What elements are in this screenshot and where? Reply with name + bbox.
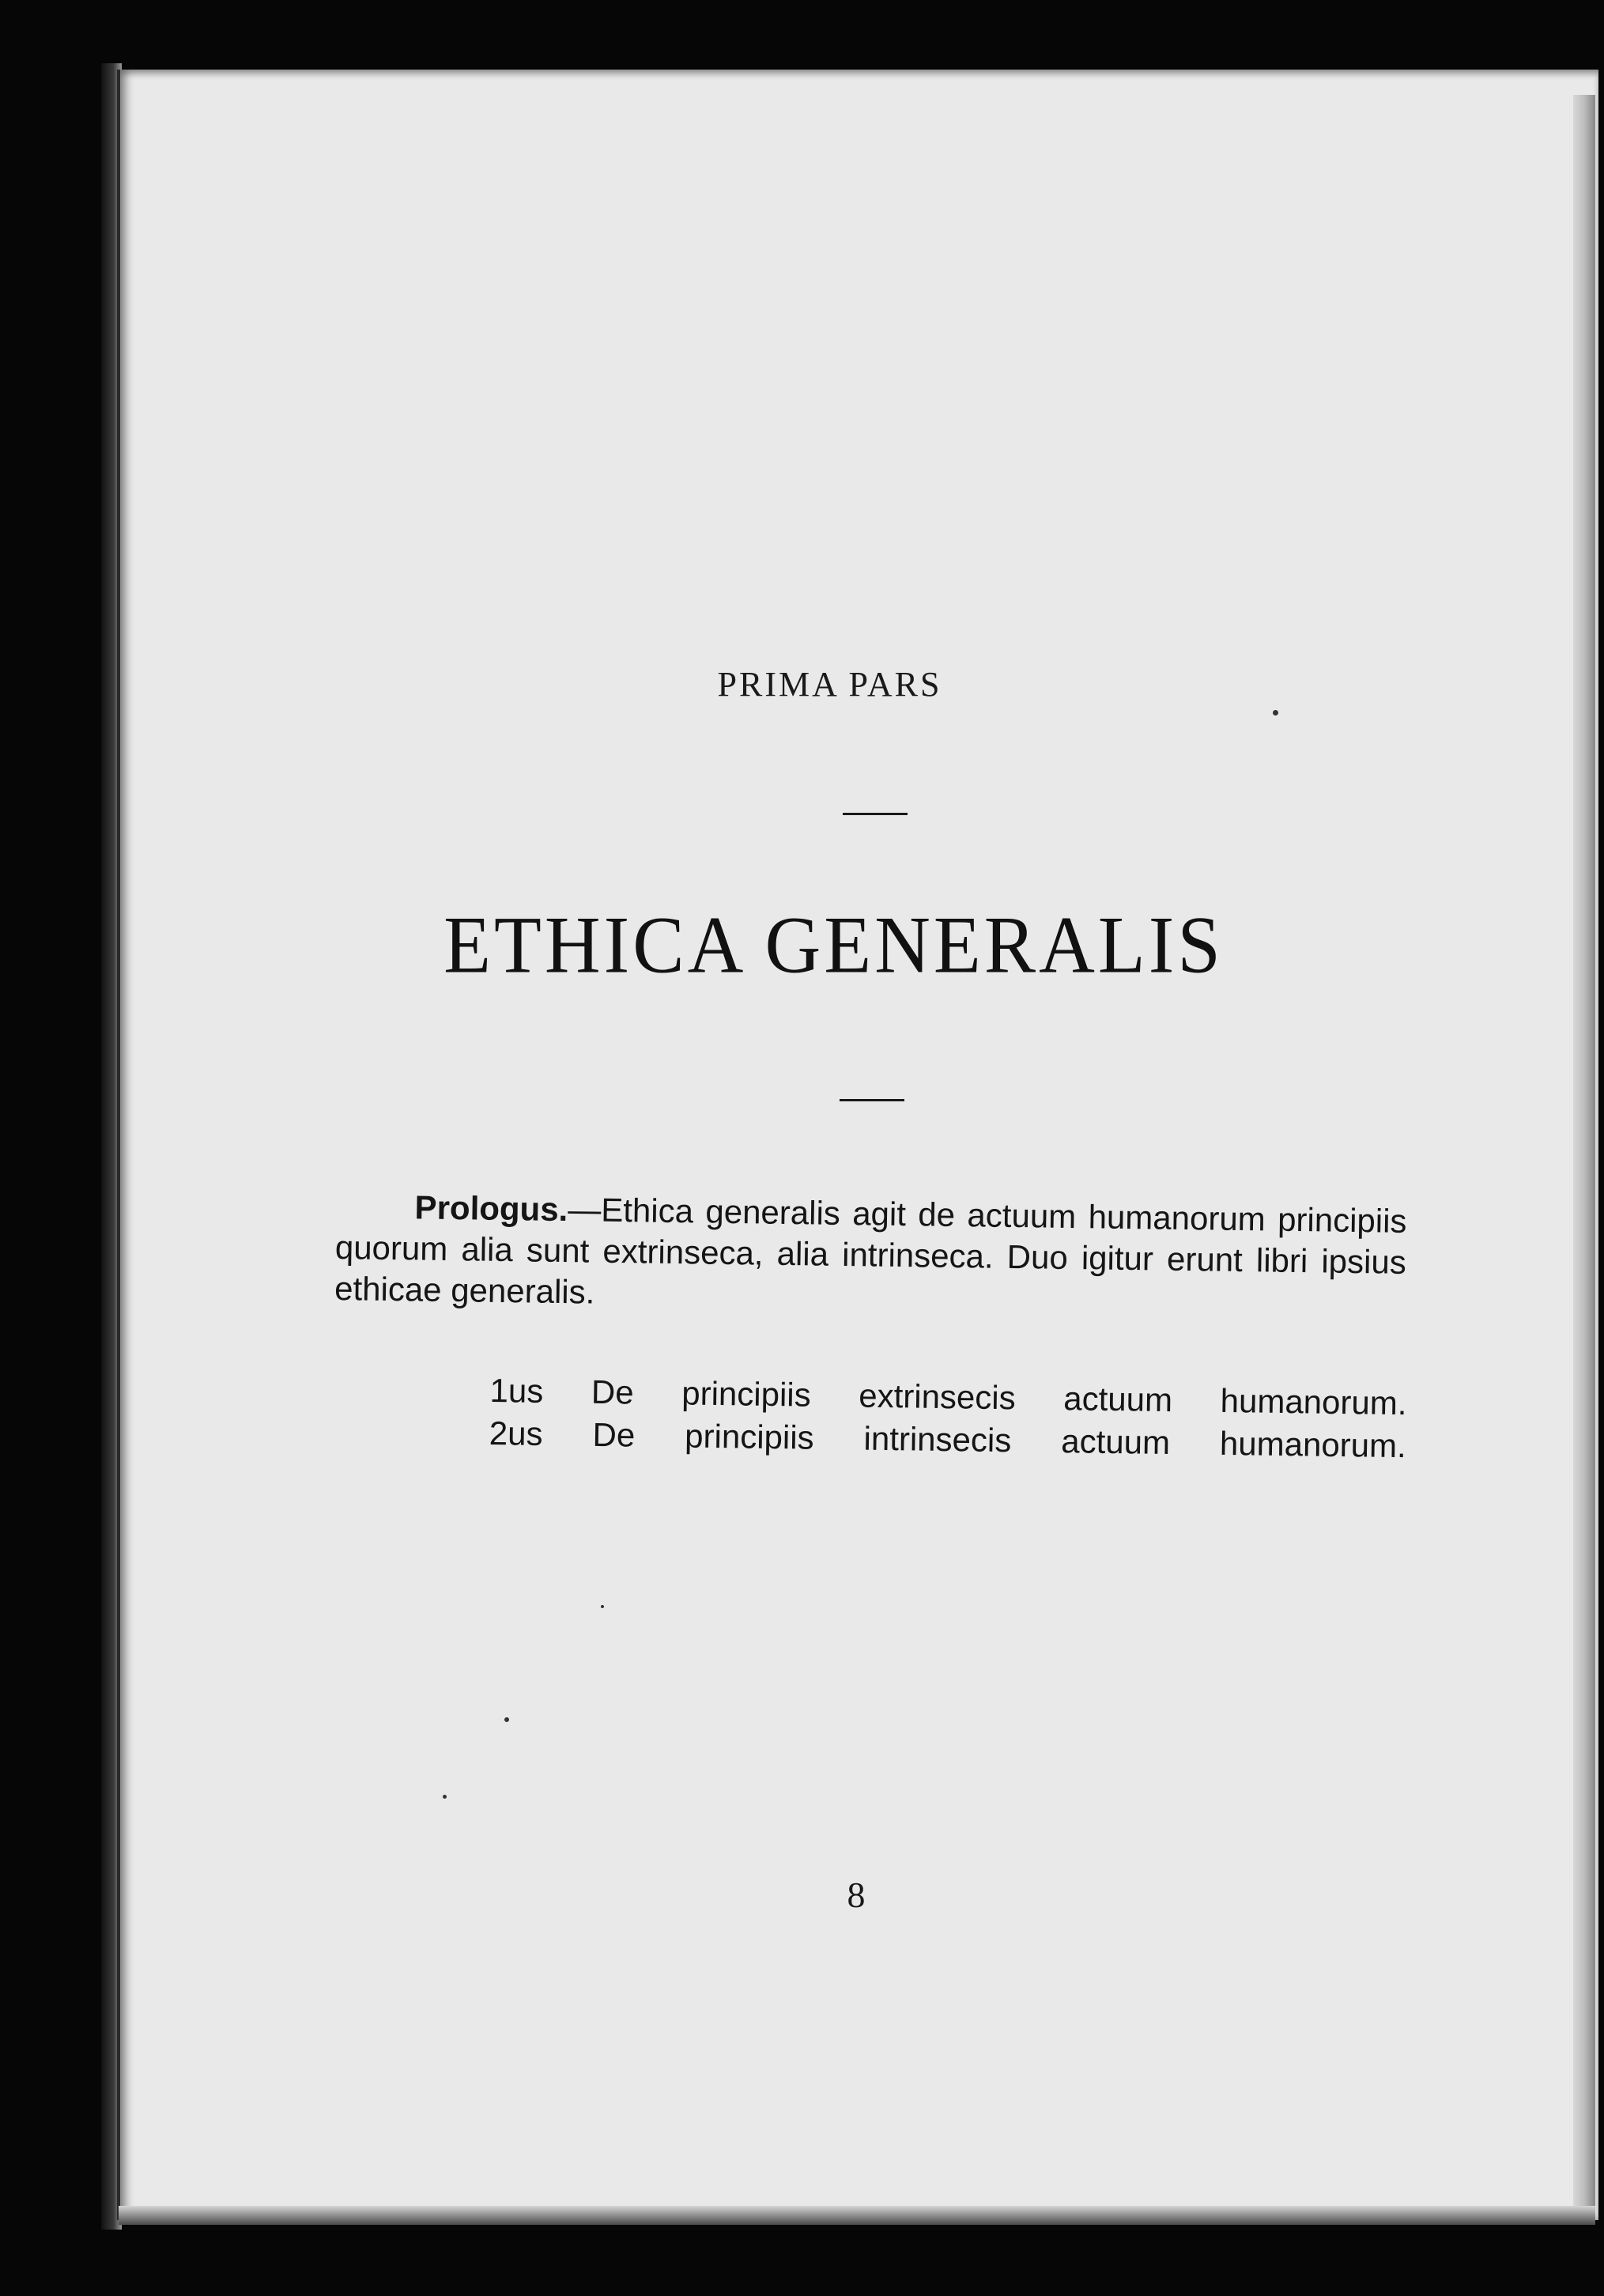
- books-list: [489, 1369, 1406, 1467]
- book-word: actuum: [1063, 1380, 1173, 1419]
- book-word: principiis: [684, 1417, 814, 1456]
- prologue-lead: Prologus.: [414, 1188, 568, 1229]
- prologue-paragraph: [334, 1186, 1407, 1324]
- scan-speck: [443, 1795, 447, 1799]
- page-bottom-edge: [119, 2206, 1595, 2225]
- divider-rule-bottom: [840, 1099, 904, 1101]
- part-label: PRIMA PARS: [717, 665, 942, 704]
- book-word: actuum: [1060, 1422, 1171, 1462]
- page-number: 8: [847, 1875, 866, 1915]
- book-word: humanorum.: [1220, 1381, 1407, 1422]
- book-word: extrinsecis: [858, 1376, 1017, 1417]
- book-word: humanorum.: [1219, 1424, 1407, 1465]
- book-number: 2us: [489, 1414, 543, 1452]
- book-word: intrinsecis: [863, 1419, 1012, 1460]
- page-title: ETHICA GENERALIS: [443, 901, 1224, 991]
- scan-speck: [504, 1717, 509, 1722]
- prologue-text: —Ethica generalis agit de actuum humanorum principiis quorum alia sunt extrinseca, alia intrinseca. Duo igitur erunt libri ipsius ethicae generalis.: [334, 1191, 1407, 1311]
- scan-speck: [1273, 710, 1278, 716]
- page-right-edge: [1573, 95, 1595, 2214]
- book-word: De: [591, 1373, 635, 1411]
- book-word: principiis: [681, 1374, 812, 1414]
- book-number: 1us: [489, 1371, 544, 1410]
- divider-rule-top: [843, 813, 908, 815]
- book-word: De: [592, 1415, 636, 1454]
- scan-speck: [601, 1605, 604, 1608]
